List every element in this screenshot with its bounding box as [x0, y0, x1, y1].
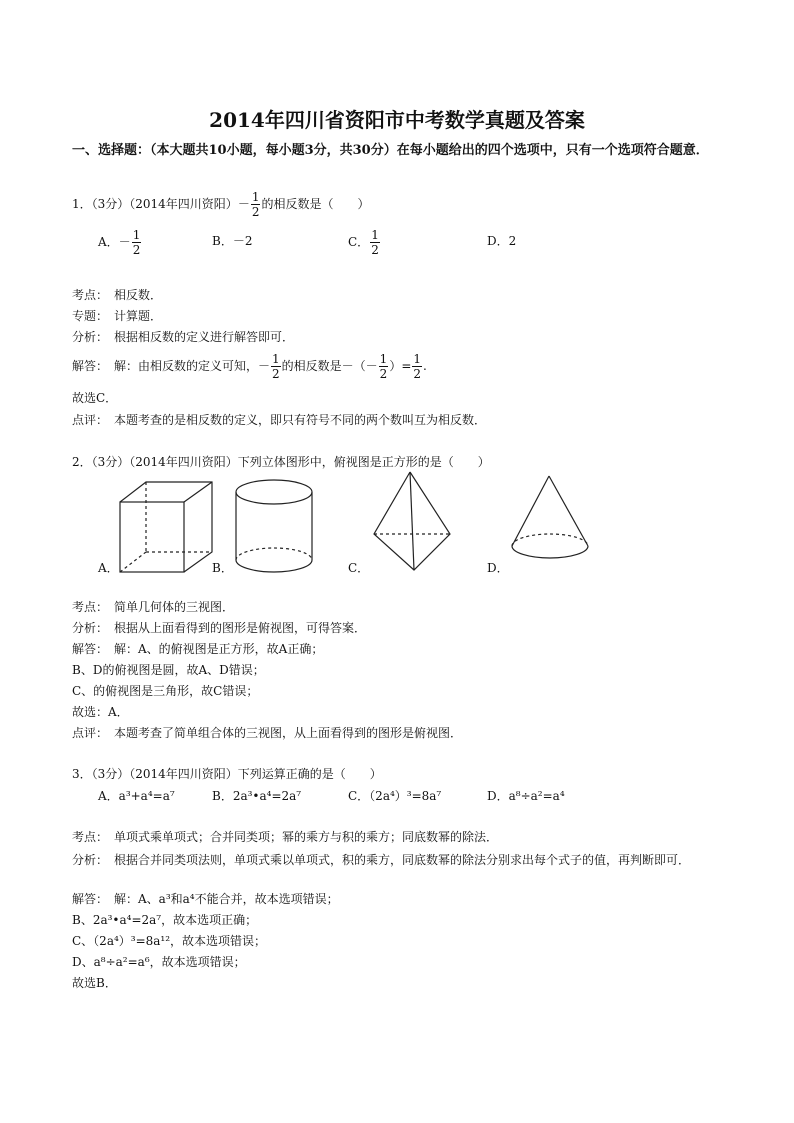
q1-jieda-end: .: [423, 359, 427, 373]
q1-stem-fraction: [251, 190, 261, 219]
frac-num: 1: [132, 228, 141, 242]
q1-stem-suffix: 的相反数是（ ）: [261, 197, 370, 211]
q3-option-b: B．2a³•a⁴=2a⁷: [212, 789, 302, 803]
frac-num: 1: [413, 352, 422, 366]
cone-figure: [508, 474, 592, 572]
q3-guxuan: 故选B．: [72, 976, 117, 990]
q1-jieda-mid2: ）=: [389, 359, 412, 373]
frac-den: 2: [379, 367, 388, 381]
q3-jieda-3: C、（2a⁴）³=8a¹²，故本选项错误；: [72, 934, 267, 948]
frac-den: 2: [132, 243, 141, 257]
q1-guxuan: 故选C．: [72, 391, 118, 405]
frac-num: 1: [272, 352, 280, 366]
q2-jieda-2: B、D的俯视图是圆，故A、D错误；: [72, 663, 265, 677]
frac-num: 1: [371, 228, 379, 242]
q3-jieda-2: B、2a³•a⁴=2a⁷，故本选项正确；: [72, 913, 258, 927]
q1-jieda-mid1: 的相反数是－（－: [281, 359, 378, 373]
q1-zhuanti: 专题： 计算题．: [72, 309, 163, 323]
page-title: 2014年四川省资阳市中考数学真题及答案: [209, 108, 585, 132]
frac-den: 2: [413, 367, 422, 381]
q2-guxuan: 故选：A．: [72, 705, 129, 719]
frac-den: 2: [272, 367, 280, 381]
frac-num: 1: [379, 352, 388, 366]
q1-opt-a-label: A．: [98, 235, 119, 249]
q2-label-b: B．: [212, 561, 233, 575]
cube-figure: [118, 480, 214, 575]
frac-den: 2: [371, 243, 379, 257]
q1-kaodian: 考点： 相反数．: [72, 288, 163, 302]
q2-jieda-3: C、的俯视图是三角形，故C错误；: [72, 684, 259, 698]
q1-jieda-prefix: 解答： 解：由相反数的定义可知，－: [72, 359, 271, 373]
q2-fenxi: 分析： 根据从上面看得到的图形是俯视图，可得答案．: [72, 621, 367, 635]
q2-label-c: C．: [348, 561, 370, 575]
jieda-fraction-3: [412, 352, 422, 381]
section-heading: 一、选择题：（本大题共10小题，每小题3分，共30分）在每小题给出的四个选项中，只有一个选项符合题意．: [72, 143, 709, 158]
q3-jieda-1: 解答： 解：A、a³和a⁴不能合并，故本选项错误；: [72, 892, 339, 906]
q3-fenxi: 分析： 根据合并同类项法则，单项式乘以单项式，积的乘方，同底数幂的除法分别求出每个式子的值，再判断即可．: [72, 853, 691, 867]
q1-opt-a-fraction: [132, 228, 142, 257]
q1-option-a: [98, 228, 142, 257]
jieda-fraction-1: [271, 352, 281, 381]
jieda-fraction-2: [379, 352, 389, 381]
q3-option-a: A．a³+a⁴=a⁷: [98, 789, 175, 803]
q2-label-d: D．: [487, 561, 509, 575]
q3-stem: 3．（3分）（2014年四川资阳）下列运算正确的是（ ）: [72, 767, 382, 781]
q3-option-d: D．a⁸÷a²=a⁴: [487, 789, 565, 803]
cylinder-figure: [232, 478, 316, 576]
q3-kaodian: 考点： 单项式乘单项式；合并同类项；幂的乘方与积的乘方；同底数幂的除法．: [72, 830, 499, 844]
q3-jieda-4: D、a⁸÷a²=a⁶，故本选项错误；: [72, 955, 246, 969]
frac-num: 1: [251, 190, 260, 204]
q1-jieda: [72, 352, 427, 381]
frac-den: 2: [251, 205, 260, 219]
q3-option-c: C．（2a⁴）³=8a⁷: [348, 789, 442, 803]
q1-stem: [72, 190, 369, 219]
q2-dianping: 点评： 本题考查了简单组合体的三视图，从上面看得到的图形是俯视图．: [72, 726, 463, 740]
q1-opt-a-minus: －: [118, 235, 131, 249]
q1-stem-prefix: 1．（3分）（2014年四川资阳）: [72, 197, 238, 211]
q1-option-c: [348, 228, 381, 257]
q1-opt-c-fraction: [370, 228, 380, 257]
q1-dianping: 点评： 本题考查的是相反数的定义，即只有符号不同的两个数叫互为相反数．: [72, 413, 487, 427]
q2-stem: 2．（3分）（2014年四川资阳）下列立体图形中，俯视图是正方形的是（ ）: [72, 455, 490, 469]
q1-option-b: B．－2: [212, 234, 253, 248]
q1-fenxi: 分析： 根据相反数的定义进行解答即可．: [72, 330, 295, 344]
q2-label-a: A．: [98, 561, 119, 575]
q1-option-d: D．2: [487, 234, 517, 248]
q2-kaodian: 考点： 简单几何体的三视图．: [72, 600, 235, 614]
q1-opt-c-label: C．: [348, 235, 370, 249]
q2-jieda-1: 解答： 解：A、的俯视图是正方形，故A正确；: [72, 642, 324, 656]
q1-stem-minus: －: [237, 197, 250, 211]
pyramid-figure: [370, 470, 454, 574]
